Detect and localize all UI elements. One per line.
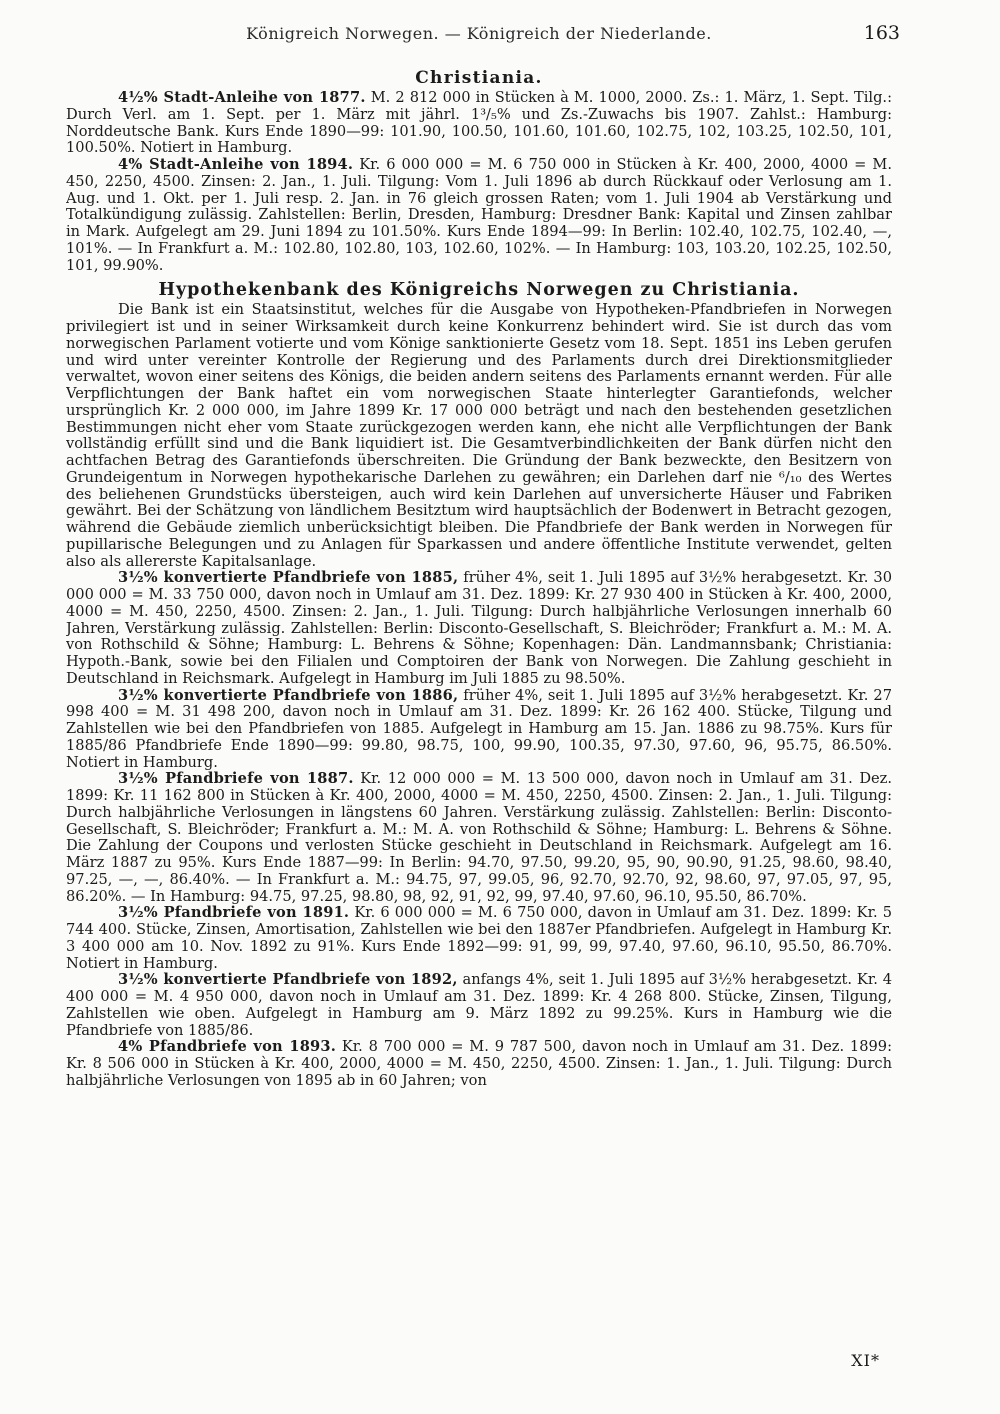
entry-stadt-anleihe-1894	[66, 157, 892, 274]
entry-text: Kr. 6 000 000 = M. 6 750 000, davon in Umlauf am 31. Dez. 1899: Kr. 5 744 400. Stücke, Zinsen, Amortisation, Zahlstellen wie bei den 1887er Pfandbriefen. Aufgelegt in Hamburg Kr. 3 400 000 am 10. Nov. 1892 zu 91%. Kurs Ende 1892—99: 91, 99, 99, 97.40, 97.60, 96.10, 95.50, 86.70%. Notiert in Hamburg.	[66, 904, 892, 972]
page-header	[66, 22, 900, 54]
entry-heading: 3½% konvertierte Pfandbriefe von 1892,	[118, 971, 458, 989]
section-title-hypothekenbank: Hypothekenbank des Königreichs Norwegen zu Christiania.	[158, 280, 800, 301]
entry-pfandbriefe-1886	[66, 688, 892, 772]
entry-text: M. 2 812 000 in Stücken à M. 1000, 2000. Zs.: 1. März, 1. Sept. Tilg.: Durch Verl. am 1. Sept. per 1. März mit jährl. 1³/₅% und Zs.-Zuwachs bis 1907. Zahlst.: Hamburg: Norddeutsche Bank. Kurs Ende 1890—99: 101.90, 100.50, 101.60, 101.60, 102.75, 102, 103.25, 102.50, 101, 100.50%. Notiert in Hamburg.	[66, 89, 892, 157]
entry-heading: 4½% Stadt-Anleihe von 1877.	[118, 89, 366, 106]
entry-pfandbriefe-1893	[66, 1039, 892, 1089]
entry-text: Kr. 6 000 000 = M. 6 750 000 in Stücken à Kr. 400, 2000, 4000 = M. 450, 2250, 4500. Zinsen: 2. Jan., 1. Juli. Tilgung: Vom 1. Juli 1896 ab durch Rückkauf oder Verlosung am 1. Aug. und 1. Okt. per 1. Juli resp. 2. Jan. in 76 gleich grossen Raten; vom 1. Juli 1904 ab Verstärkung und Totalkündigung zulässig. Zahlstellen: Berlin, Dresden, Hamburg: Dresdner Bank: Kapital und Zinsen zahlbar in Mark. Aufgelegt am 29. Juni 1894 zu 101.50%. Kurs Ende 1894—99: In Berlin: 102.40, 102.75, 102.40, —, 101%. — In Frankfurt a. M.: 102.80, 102.80, 103, 102.60, 102%. — In Hamburg: 103, 103.20, 102.25, 102.50, 101, 99.90%.	[66, 156, 892, 274]
running-title: Königreich Norwegen. — Königreich der Niederlande.	[246, 24, 712, 43]
entry-heading: 3½% Pfandbriefe von 1891.	[118, 904, 350, 922]
page-number: 163	[863, 22, 900, 44]
entry-pfandbriefe-1885	[66, 570, 892, 687]
entry-text: früher 4%, seit 1. Juli 1895 auf 3½% herabgesetzt. Kr. 30 000 000 = M. 33 750 000, davon noch in Umlauf am 31. Dez. 1899: Kr. 27 930 400 in Stücken à Kr. 400, 2000, 4000 = M. 450, 2250, 4500. Zinsen: 2. Jan., 1. Juli. Tilgung: Durch halbjährliche Verlosungen innerhalb 60 Jahren, Verstärkung zulässig. Zahlstellen: Berlin: Disconto-Gesellschaft, S. Bleichröder; Frankfurt a. M.: M. A. von Rothschild & Söhne; Hamburg: L. Behrens & Söhne; Kopenhagen: Dän. Landmannsbank; Christiania: Hypoth.-Bank, sowie bei den Filialen und Comptoiren der Bank von Norwegen. Die Zahlung geschieht in Deutschland in Reichsmark. Aufgelegt in Hamburg im Juli 1885 zu 98.50%.	[66, 569, 892, 687]
entry-heading: 4% Pfandbriefe von 1893.	[118, 1038, 337, 1056]
entry-pfandbriefe-1887	[66, 771, 892, 905]
entry-text: Kr. 8 700 000 = M. 9 787 500, davon noch in Umlauf am 31. Dez. 1899: Kr. 8 506 000 in Stücken à Kr. 400, 2000, 4000 = M. 450, 2250, 4500. Zinsen: 1. Jan., 1. Juli. Tilgung: Durch halbjährliche Verlosungen von 1895 ab in 60 Jahren; von	[66, 1038, 892, 1089]
entry-heading: 3½% konvertierte Pfandbriefe von 1886,	[118, 686, 459, 704]
entry-text: früher 4%, seit 1. Juli 1895 auf 3½% herabgesetzt. Kr. 27 998 400 = M. 31 498 200, davon noch in Umlauf am 31. Dez. 1899: Kr. 26 162 400. Stücke, Tilgung und Zahlstellen wie bei den Pfandbriefen von 1885. Aufgelegt in Hamburg am 15. Jan. 1886 zu 98.75%. Kurs für 1885/86 Pfandbriefe Ende 1890—99: 99.80, 98.75, 100, 99.90, 100.35, 97.30, 97.60, 96, 95.75, 86.50%. Notiert in Hamburg.	[66, 686, 892, 771]
section-title-christiania: Christiania.	[415, 68, 543, 88]
entry-pfandbriefe-1891	[66, 905, 892, 972]
entry-stadt-anleihe-1877	[66, 90, 892, 157]
entry-pfandbriefe-1892	[66, 972, 892, 1039]
entry-text: anfangs 4%, seit 1. Juli 1895 auf 3½% herabgesetzt. Kr. 4 400 000 = M. 4 950 000, davon noch in Umlauf am 31. Dez. 1899: Kr. 4 268 800. Stücke, Zinsen, Tilgung, Zahlstellen wie oben. Aufgelegt in Hamburg am 9. März 1892 zu 99.25%. Kurs in Hamburg wie die Pfandbriefe von 1885/86.	[66, 971, 892, 1039]
bank-intro-paragraph: Die Bank ist ein Staatsinstitut, welches für die Ausgabe von Hypotheken-Pfandbriefen in Norwegen privilegiert ist und in seiner Wirksamkeit durch keine Konkurrenz behindert wird. Sie ist durch das vom norwegischen Parlament votierte und vom Könige sanktionierte Gesetz vom 18. Sept. 1851 ins Leben gerufen und wird unter vereinter Kontrolle der Regierung und des Parlaments durch drei Direktionsmitglieder verwaltet, wovon einer seitens des Königs, die beiden andern seitens des Parlaments ernannt werden. Für alle Verpflichtungen der Bank haftet ein vom norwegischen Staate hinterlegter Garantiefonds, welcher ursprünglich Kr. 2 000 000, im Jahre 1899 Kr. 17 000 000 beträgt und nach den bestehenden gesetzlichen Bestimmungen nicht eher vom Staate zurückgezogen werden kann, ehe nicht alle Verpflichtungen der Bank vollständig erfüllt sind und die Bank liquidiert ist. Die Gesamtverbindlichkeiten der Bank dürfen nicht den achtfachen Betrag des Garantiefonds überschreiten. Die Gründung der Bank bezweckte, den Besitzern von Grundeigentum in Norwegen hypothekarische Darlehen zu gewähren; ein Darlehen darf nie ⁶/₁₀ des Wertes des beliehenen Grundstücks übersteigen, auch wird kein Darlehen auf unversicherte Häuser und Fabriken gewährt. Bei der Schätzung von ländlichem Besitztum wird hauptsächlich der Bodenwert in Betracht gezogen, während die Gebäude ziemlich unberücksichtigt bleiben. Die Pfandbriefe der Bank werden in Norwegen für pupillarische Belegungen und zu Anlagen für Sparkassen und andere öffentliche Institute verwendet, gelten also als allererste Kapitalsanlage.	[66, 301, 892, 570]
signature-mark: XI*	[851, 1351, 880, 1370]
entry-heading: 4% Stadt-Anleihe von 1894.	[118, 156, 354, 173]
entry-heading: 3½% konvertierte Pfandbriefe von 1885,	[118, 569, 459, 587]
page-content	[66, 66, 892, 1346]
entry-heading: 3½% Pfandbriefe von 1887.	[118, 770, 354, 788]
entry-text: Kr. 12 000 000 = M. 13 500 000, davon noch in Umlauf am 31. Dez. 1899: Kr. 11 162 800 in Stücken à Kr. 400, 2000, 4000 = M. 450, 2250, 4500. Zinsen: 2. Jan., 1. Juli. Tilgung: Durch halbjährliche Verlosungen in längstens 60 Jahren. Verstärkung zulässig. Zahlstellen: Berlin: Disconto-Gesellschaft, S. Bleichröder; Frankfurt a. M.: M. A. von Rothschild & Söhne; Hamburg: L. Behrens & Söhne. Die Zahlung der Coupons und verlosten Stücke geschieht in Deutschland in Reichsmark. Aufgelegt am 16. März 1887 zu 95%. Kurs Ende 1887—99: In Berlin: 94.70, 97.50, 99.20, 95, 90, 90.90, 91.25, 98.60, 98.40, 97.25, —, —, 86.40%. — In Frankfurt a. M.: 94.75, 97, 99.05, 96, 92.70, 92.70, 92, 98.60, 97, 97.05, 97, 95, 86.20%. — In Hamburg: 94.75, 97.25, 98.80, 98, 92, 91, 92, 99, 97.40, 97.60, 96.10, 95.50, 86.70%.	[66, 770, 892, 905]
